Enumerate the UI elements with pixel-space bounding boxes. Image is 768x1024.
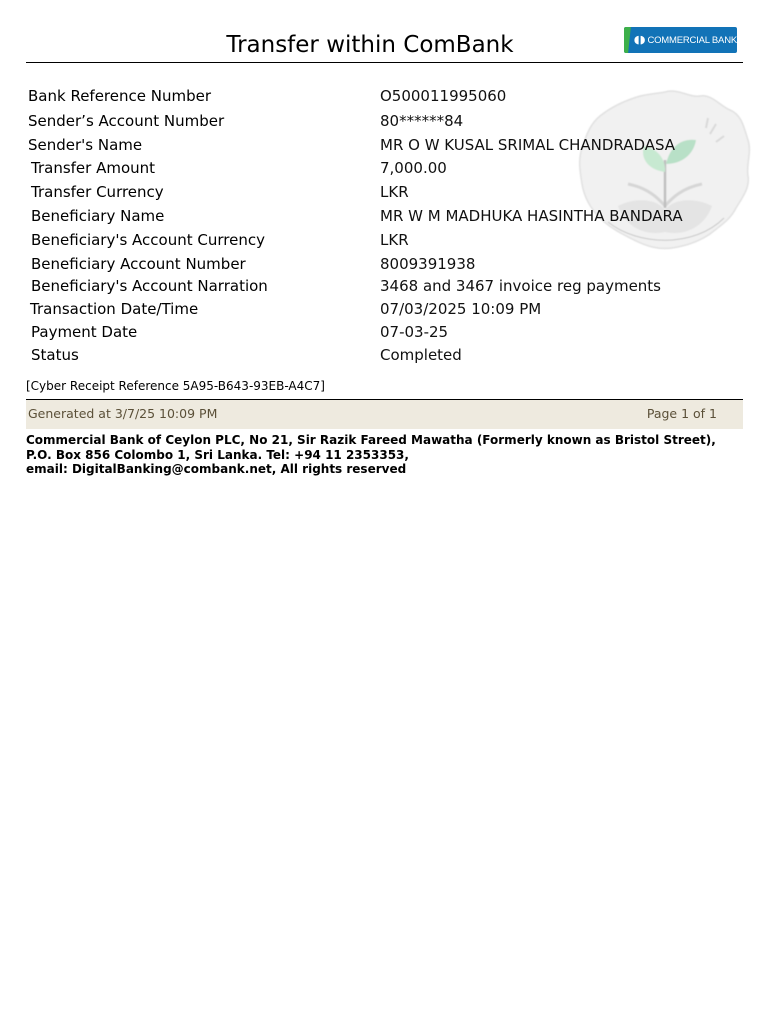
detail-value: MR O W KUSAL SRIMAL CHANDRADASA [380, 136, 676, 154]
detail-row [0, 230, 768, 252]
detail-value: O500011995060 [380, 87, 507, 105]
detail-label: Status [31, 346, 79, 364]
detail-value: Completed [380, 346, 462, 364]
page-title: Transfer within ComBank [226, 32, 514, 58]
detail-label: Sender’s Account Number [28, 112, 225, 130]
logo-text: COMMERCIAL BANK [647, 34, 737, 46]
footer-email-line: email: DigitalBanking@combank.net, All rights reserved [26, 462, 407, 476]
detail-value: 07-03-25 [380, 323, 449, 341]
detail-label: Bank Reference Number [28, 87, 212, 105]
page-indicator: Page 1 of 1 [646, 406, 717, 421]
logo-mark-icon: ◖◗ [633, 33, 646, 46]
detail-row [0, 158, 768, 180]
detail-value: LKR [380, 183, 409, 201]
detail-label: Transaction Date/Time [30, 300, 199, 318]
footer-po-box-line: P.O. Box 856 Colombo 1, Sri Lanka. Tel: +94 11 2353353, [26, 447, 409, 462]
detail-row [0, 206, 768, 228]
cyber-receipt-reference: [Cyber Receipt Reference 5A95-B643-93EB-A4C7] [26, 379, 325, 393]
detail-value: 07/03/2025 10:09 PM [380, 300, 542, 318]
detail-value: 80******84 [380, 112, 464, 130]
detail-row [0, 299, 768, 321]
detail-value: 8009391938 [380, 255, 476, 273]
bank-footer [26, 433, 746, 477]
detail-row [0, 86, 768, 108]
detail-label: Beneficiary Name [31, 207, 165, 225]
detail-label: Transfer Amount [31, 159, 156, 177]
detail-row [0, 345, 768, 367]
generated-timestamp: Generated at 3/7/25 10:09 PM [28, 406, 218, 421]
detail-label: Beneficiary Account Number [31, 255, 246, 273]
detail-value: MR W M MADHUKA HASINTHA BANDARA [380, 207, 683, 225]
detail-value: 7,000.00 [380, 159, 447, 177]
detail-value: LKR [380, 231, 409, 249]
detail-row [0, 111, 768, 133]
detail-label: Sender's Name [28, 136, 143, 154]
footer-address-line: Commercial Bank of Ceylon PLC, No 21, Sir Razik Fareed Mawatha (Formerly known as Bristol Street), [26, 433, 716, 447]
detail-label: Transfer Currency [31, 183, 164, 201]
detail-label: Payment Date [31, 323, 138, 341]
detail-label: Beneficiary's Account Narration [31, 277, 268, 295]
detail-label: Beneficiary's Account Currency [31, 231, 265, 249]
generation-band [26, 400, 743, 429]
transfer-details [0, 0, 768, 380]
detail-row [0, 182, 768, 204]
detail-row [0, 254, 768, 276]
detail-row [0, 135, 768, 157]
detail-value: 3468 and 3467 invoice reg payments [380, 277, 662, 295]
detail-row [0, 276, 768, 298]
detail-row [0, 322, 768, 344]
